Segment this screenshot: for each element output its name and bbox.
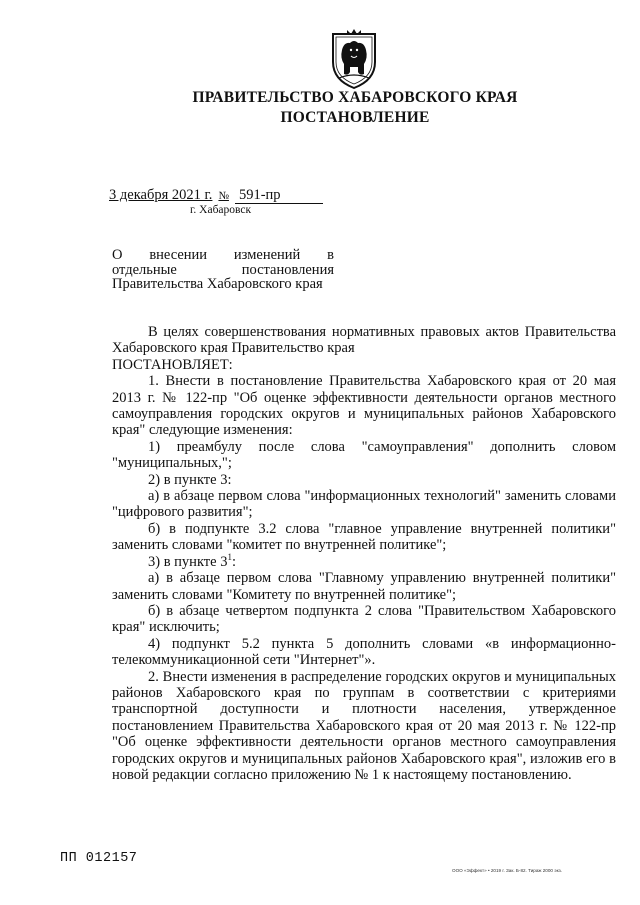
clause-1-subitem-3a: а) в абзаце первом слова "Главному управлению внутренней политики" заменить словами "Комитету по внутренней политике"; bbox=[112, 570, 616, 603]
clause-1-subitem-3b: б) в абзаце четвертом подпункта 2 слова "Правительством Хабаровского края" исключить; bbox=[112, 602, 616, 636]
document-type-title: ПОСТАНОВЛЕНИЕ bbox=[280, 109, 430, 126]
city: г. Хабаровск bbox=[190, 204, 252, 216]
date-number-line bbox=[109, 187, 323, 204]
subject-line: О внесении изменений в bbox=[112, 247, 334, 263]
clause-2: 2. Внести изменения в распределение городских округов и муниципальных районов Хабаровского края по группам в соответствии с критериями транспортной доступности и плотности населения, утвержденное постановлением Правительства Хабаровского края от 20 мая 2013 г. № 122-пр "Об оценке эффективности деятельности органов местного самоуправления городских округов и муниципальных районов Хабаровского края", изложив его в новой редакции согласно приложению № 1 к настоящему постановлению. bbox=[112, 668, 616, 783]
subject-block bbox=[112, 248, 334, 292]
clause-1: 1. Внести в постановление Правительства Хабаровского края от 20 мая 2013 г. № 122-пр "Об оценке эффективности деятельности органов местного самоуправления городских округов и муниципальных районов Хабаровского края" следующие изменения: bbox=[112, 373, 616, 439]
clause-1-subitem-3-text: 3) в пункте 3 bbox=[148, 553, 228, 570]
printer-imprint: ООО «Эффект» • 2019 г. Зак. Б-82. Тираж 2000 экз. bbox=[452, 868, 563, 873]
intro-paragraph: В целях совершенствования нормативных правовых актов Правительства Хабаровского края Правительство края bbox=[112, 324, 616, 357]
subject-line: Правительства Хабаровского края bbox=[112, 276, 323, 292]
clause-1-subitem-2: 2) в пункте 3: bbox=[148, 471, 232, 488]
clause-1-subitem-2a: а) в абзаце первом слова "информационных технологий" заменить словами "цифрового развития"; bbox=[112, 488, 616, 521]
document-number: 591-пр bbox=[235, 188, 323, 204]
clause-1-subitem-3 bbox=[112, 551, 616, 570]
form-code: ПП 012157 bbox=[60, 851, 138, 866]
authority-title: ПРАВИТЕЛЬСТВО ХАБАРОВСКОГО КРАЯ bbox=[192, 89, 518, 106]
subject-line: отдельные постановления bbox=[112, 261, 334, 278]
clause-1-subitem-2b: б) в подпункте 3.2 слова "главное управление внутренней политики" заменить словами "комитет по внутренней политике"; bbox=[112, 520, 616, 554]
clause-1-subitem-1: 1) преамбулу после слова "самоуправления" дополнить словом "муниципальных,"; bbox=[112, 438, 616, 472]
clause-1-subitem-3-suffix: : bbox=[231, 553, 236, 570]
clause-1-subitem-3-superscript: 1 bbox=[227, 551, 232, 562]
document-date: 3 декабря 2021 г. bbox=[109, 187, 213, 203]
coat-of-arms-icon bbox=[327, 28, 381, 90]
number-sign: № bbox=[218, 190, 229, 202]
clause-1-subitem-4: 4) подпункт 5.2 пункта 5 дополнить словами «в информационно-телекоммуникационной сети "Интернет"». bbox=[112, 635, 616, 669]
document-body bbox=[112, 324, 616, 783]
resolves-heading: ПОСТАНОВЛЯЕТ: bbox=[112, 356, 233, 373]
